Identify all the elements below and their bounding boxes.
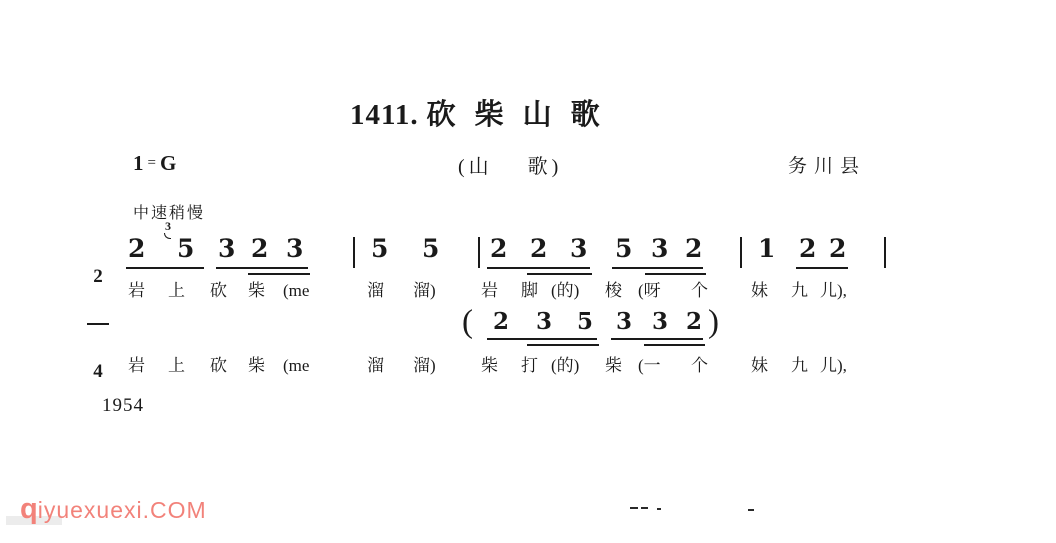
duration-beam <box>612 267 703 269</box>
key-signature <box>133 151 176 176</box>
barline <box>740 237 742 268</box>
tempo-marking: 中速稍慢 <box>133 205 206 222</box>
grace-note: 3 <box>165 219 171 233</box>
lyric-syllable: 儿), <box>820 356 847 375</box>
inline-note-digit: 5 <box>577 308 594 335</box>
duration-beam <box>527 273 592 275</box>
inline-duration-beam <box>611 338 703 340</box>
lyric-syllable: 脚 <box>521 281 538 300</box>
site-watermark <box>20 493 207 526</box>
lyric-syllable: (me <box>283 356 310 375</box>
collection-year: 1954 <box>102 395 144 416</box>
key-tonic: 1 <box>133 151 144 175</box>
duration-beam <box>216 267 308 269</box>
lyric-syllable: (me <box>283 281 310 300</box>
scan-artifact-dash <box>748 509 754 511</box>
lyric-syllable: 溜 <box>367 281 384 300</box>
lyric-syllable: 个 <box>691 281 708 300</box>
inline-note-digit: 2 <box>686 308 703 335</box>
lyric-syllable: 上 <box>168 356 185 375</box>
lyric-syllable: 柴 <box>248 356 265 375</box>
inline-note-digit: 3 <box>536 308 553 335</box>
lyric-syllable: 砍 <box>210 281 227 300</box>
lyric-syllable: 岩 <box>128 356 145 375</box>
time-signature-numerator: 2 <box>93 266 103 287</box>
note-digit: 2 <box>685 234 703 263</box>
note-digit: 2 <box>829 234 847 263</box>
lyric-syllable: 砍 <box>210 356 227 375</box>
lyric-syllable: 九 <box>791 356 808 375</box>
lyric-syllable: (一 <box>638 356 661 375</box>
watermark-text: iyuexuexi.COM <box>37 497 207 523</box>
lyric-syllable: 柴 <box>605 356 622 375</box>
lyric-syllable: 儿), <box>820 281 847 300</box>
watermark-prefix: q <box>20 493 38 525</box>
lyric-syllable: (的) <box>551 281 580 300</box>
county-label: 务川县 <box>788 156 867 177</box>
note-digit: 5 <box>371 234 389 263</box>
lyric-syllable: 九 <box>791 281 808 300</box>
lyric-syllable: 柴 <box>481 356 498 375</box>
lyric-syllable: 溜) <box>413 281 436 300</box>
inline-phrase-close-paren: ) <box>708 304 719 340</box>
note-digit: 2 <box>251 234 269 263</box>
inline-duration-beam <box>487 338 597 340</box>
note-digit: 5 <box>177 234 195 263</box>
key-equals-sign: = <box>147 155 156 171</box>
lyric-syllable: (呀 <box>638 281 661 300</box>
note-digit: 3 <box>651 234 669 263</box>
inline-duration-beam <box>527 344 599 346</box>
note-digit: 5 <box>615 234 633 263</box>
barline <box>353 237 355 268</box>
note-digit: 2 <box>799 234 817 263</box>
lyric-syllable: 个 <box>691 356 708 375</box>
note-digit: 3 <box>218 234 236 263</box>
song-number: 1411. <box>350 99 419 131</box>
duration-beam <box>796 267 848 269</box>
note-digit: 5 <box>422 234 440 263</box>
lyric-syllable: 溜) <box>413 356 436 375</box>
barline <box>884 237 886 268</box>
note-digit: 1 <box>758 234 776 263</box>
duration-beam <box>487 267 590 269</box>
key-name: G <box>159 151 177 175</box>
grace-slur-icon <box>164 233 171 239</box>
lyric-syllable: 溜 <box>367 356 384 375</box>
song-title-characters: 砍柴山歌 <box>426 99 619 131</box>
inline-duration-beam <box>644 344 705 346</box>
lyric-syllable: 上 <box>168 281 185 300</box>
lyric-syllable: (的) <box>551 356 580 375</box>
scan-artifact-dash <box>630 507 638 509</box>
lyric-syllable: 岩 <box>481 281 498 300</box>
time-signature <box>84 231 112 417</box>
note-digit: 2 <box>530 234 548 263</box>
duration-beam <box>248 273 310 275</box>
time-signature-denominator: 4 <box>93 361 103 382</box>
barline <box>478 237 480 268</box>
duration-beam <box>126 267 204 269</box>
song-title <box>350 92 619 133</box>
lyric-syllable: 柴 <box>248 281 265 300</box>
lyric-syllable: 岩 <box>128 281 145 300</box>
lyric-syllable: 打 <box>521 356 538 375</box>
inline-note-digit: 2 <box>493 308 510 335</box>
lyric-syllable: 妹 <box>751 281 768 300</box>
scan-artifact-dash <box>641 507 648 509</box>
scan-artifact-dash <box>657 508 661 510</box>
genre-subtitle: (山 歌) <box>458 156 563 178</box>
lyric-syllable: 梭 <box>605 281 622 300</box>
time-signature-bar <box>87 323 109 325</box>
note-digit: 3 <box>570 234 588 263</box>
note-digit: 2 <box>490 234 508 263</box>
note-digit: 3 <box>286 234 304 263</box>
note-digit: 2 <box>128 234 146 263</box>
inline-note-digit: 3 <box>616 308 633 335</box>
inline-note-digit: 3 <box>652 308 669 335</box>
inline-phrase-open-paren: ( <box>462 304 473 340</box>
duration-beam <box>645 273 706 275</box>
lyric-syllable: 妹 <box>751 356 768 375</box>
